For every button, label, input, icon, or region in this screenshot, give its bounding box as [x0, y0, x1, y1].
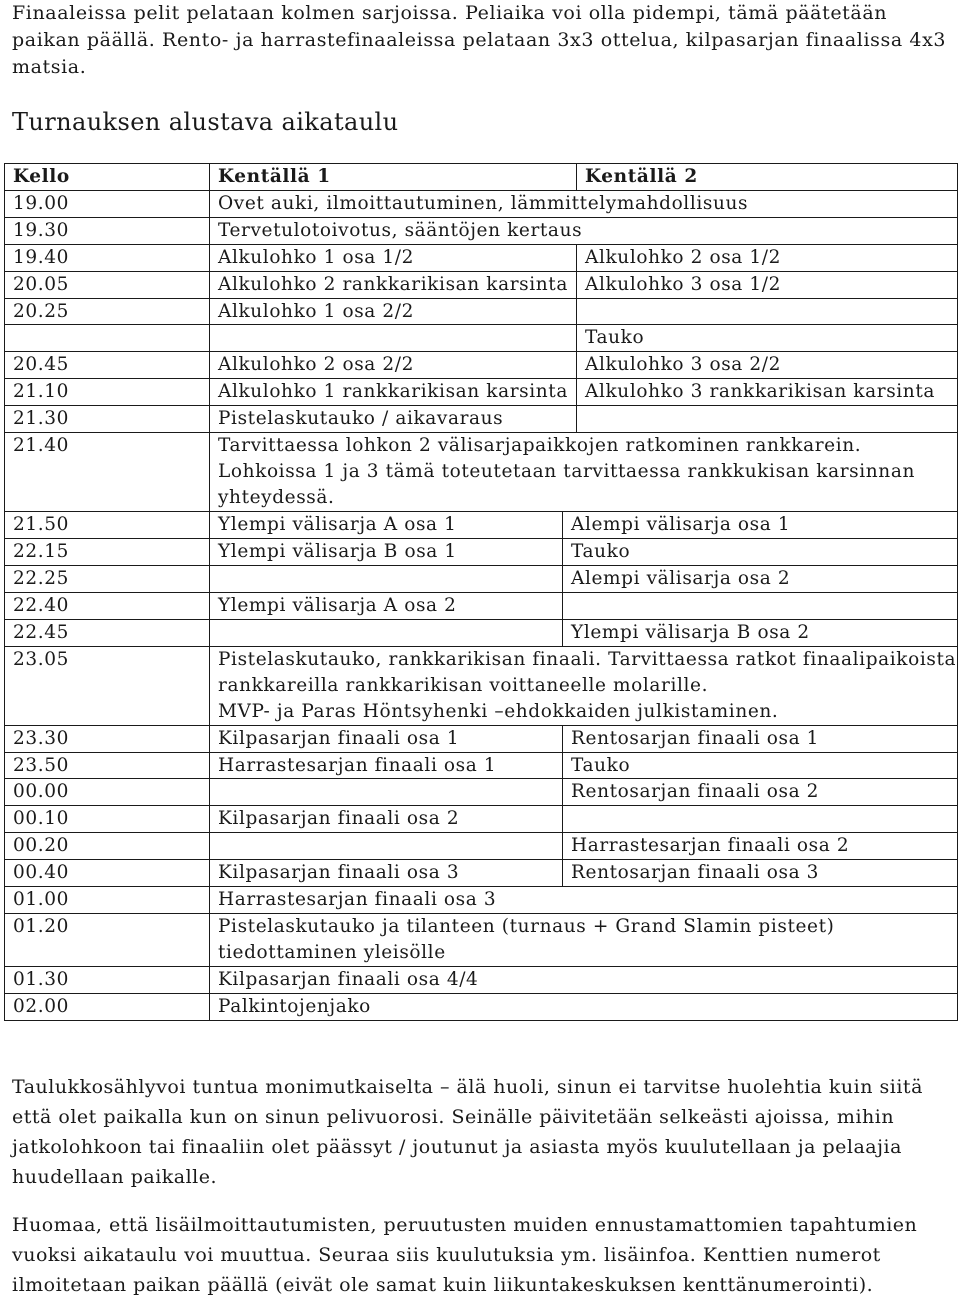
header-field2: Kentällä 2	[577, 164, 958, 191]
field1-cell	[210, 565, 563, 592]
event-cell: Tervetulotoivotus, sääntöjen kertaus	[210, 217, 958, 244]
table-row	[5, 966, 958, 993]
note-text: Taulukkosählyvoi tuntua monimutkaiselta – älä huoli, sinun ei tarvitse huolehtia kuin siitä että olet paikalla kun on sinun pelivuorosi. Seinälle päivitetään selkeästi ajoissa, mihin jatkolohkoon tai finaaliin olet päässyt / joutunut ja asiasta myös kuulutellaan ja pelaajia huudellaan paikalle.	[12, 1076, 923, 1188]
time-cell: 22.40	[5, 592, 210, 619]
field2-cell: Alempi välisarja osa 2	[563, 565, 958, 592]
time-cell: 22.45	[5, 619, 210, 646]
field1-cell: Ylempi välisarja A osa 2	[210, 592, 563, 619]
schedule-table	[4, 163, 958, 1021]
time-cell: 22.25	[5, 565, 210, 592]
table-row	[5, 538, 958, 565]
field1-cell: Kilpasarjan finaali osa 2	[210, 806, 563, 833]
field2-cell: Rentosarjan finaali osa 2	[563, 779, 958, 806]
table-row	[5, 833, 958, 860]
table-row	[5, 646, 958, 725]
table-row	[5, 779, 958, 806]
time-cell: 23.05	[5, 646, 210, 725]
table-row	[5, 298, 958, 325]
field1-cell	[210, 833, 563, 860]
field2-cell: Alempi välisarja osa 1	[563, 512, 958, 539]
field2-cell: Tauko	[563, 538, 958, 565]
table-row	[5, 913, 958, 966]
field1-cell: Kilpasarjan finaali osa 1	[210, 725, 563, 752]
field1-cell	[210, 619, 563, 646]
event-cell: Harrastesarjan finaali osa 3	[210, 887, 958, 914]
table-row	[5, 406, 958, 433]
header-time: Kello	[5, 164, 210, 191]
event-cell	[210, 646, 958, 725]
table-row	[5, 565, 958, 592]
field1-cell	[210, 779, 563, 806]
time-cell: 23.30	[5, 725, 210, 752]
time-cell: 02.00	[5, 993, 210, 1020]
time-cell: 20.45	[5, 352, 210, 379]
event-text: MVP- ja Paras Höntsyhenki –ehdokkaiden julkistaminen.	[218, 700, 779, 722]
time-cell: 19.30	[5, 217, 210, 244]
field1-cell: Alkulohko 1 rankkarikisan karsinta	[210, 379, 577, 406]
note-paragraph-1	[12, 1072, 948, 1192]
time-cell: 21.30	[5, 406, 210, 433]
table-row	[5, 271, 958, 298]
time-cell: 23.50	[5, 752, 210, 779]
field2-cell	[563, 806, 958, 833]
event-cell: Ovet auki, ilmoittautuminen, lämmittelymahdollisuus	[210, 190, 958, 217]
header-field1: Kentällä 1	[210, 164, 577, 191]
table-row	[5, 217, 958, 244]
note-paragraph-2	[12, 1210, 948, 1300]
table-row	[5, 512, 958, 539]
note-text: Huomaa, että lisäilmoittautumisten, peruutusten muiden ennustamattomien tapahtumien vuoksi aikataulu voi muuttua. Seuraa siis kuulutuksia ym. lisäinfoa. Kenttien numerot ilmoitetaan paikan päällä (eivät ole samat kuin liikuntakeskuksen kenttänumerointi).	[12, 1214, 918, 1296]
time-cell	[5, 325, 210, 352]
field2-cell: Tauko	[563, 752, 958, 779]
field1-cell	[210, 325, 577, 352]
time-cell: 19.00	[5, 190, 210, 217]
table-row	[5, 993, 958, 1020]
time-cell: 21.10	[5, 379, 210, 406]
field2-cell	[577, 406, 958, 433]
field1-cell: Pistelaskutauko / aikavaraus	[210, 406, 577, 433]
event-cell: Palkintojenjako	[210, 993, 958, 1020]
field2-cell: Harrastesarjan finaali osa 2	[563, 833, 958, 860]
time-cell: 00.20	[5, 833, 210, 860]
time-cell: 01.30	[5, 966, 210, 993]
field1-cell: Alkulohko 1 osa 1/2	[210, 244, 577, 271]
table-row	[5, 752, 958, 779]
table-header-row	[5, 164, 958, 191]
field1-cell: Alkulohko 2 rankkarikisan karsinta	[210, 271, 577, 298]
table-row	[5, 619, 958, 646]
table-row	[5, 325, 958, 352]
time-cell: 00.00	[5, 779, 210, 806]
table-row	[5, 592, 958, 619]
field2-cell: Alkulohko 2 osa 1/2	[577, 244, 958, 271]
table-row	[5, 244, 958, 271]
time-cell: 19.40	[5, 244, 210, 271]
field2-cell: Tauko	[577, 325, 958, 352]
field2-cell	[577, 298, 958, 325]
time-cell: 00.40	[5, 860, 210, 887]
time-cell: 20.05	[5, 271, 210, 298]
time-cell: 21.50	[5, 512, 210, 539]
field1-cell: Harrastesarjan finaali osa 1	[210, 752, 563, 779]
field2-cell: Ylempi välisarja B osa 2	[563, 619, 958, 646]
table-row	[5, 806, 958, 833]
field2-cell: Alkulohko 3 osa 2/2	[577, 352, 958, 379]
intro-paragraph: Finaaleissa pelit pelataan kolmen sarjoissa. Peliaika voi olla pidempi, tämä päätetään paikan päällä. Rento- ja harrastefinaaleissa pelataan 3x3 ottelua, kilpasarjan finaalissa 4x3 matsia.	[12, 2, 947, 78]
field2-cell: Alkulohko 3 rankkarikisan karsinta	[577, 379, 958, 406]
event-text: Pistelaskutauko, rankkarikisan finaali. Tarvittaessa ratkot finaalipaikoista rankkareilla rankkarikisan voittaneelle molarille.	[218, 648, 957, 696]
field2-cell: Rentosarjan finaali osa 1	[563, 725, 958, 752]
time-cell: 01.00	[5, 887, 210, 914]
table-row	[5, 725, 958, 752]
table-row	[5, 887, 958, 914]
field1-cell: Alkulohko 2 osa 2/2	[210, 352, 577, 379]
table-row	[5, 433, 958, 512]
field1-cell: Alkulohko 1 osa 2/2	[210, 298, 577, 325]
field1-cell: Ylempi välisarja B osa 1	[210, 538, 563, 565]
table-row	[5, 352, 958, 379]
field1-cell: Kilpasarjan finaali osa 3	[210, 860, 563, 887]
time-cell: 00.10	[5, 806, 210, 833]
event-cell: Tarvittaessa lohkon 2 välisarjapaikkojen ratkominen rankkarein. Lohkoissa 1 ja 3 tämä toteutetaan tarvittaessa rankkukisan karsinnan yhteydessä.	[210, 433, 958, 512]
event-cell: Kilpasarjan finaali osa 4/4	[210, 966, 958, 993]
event-cell: Pistelaskutauko ja tilanteen (turnaus + Grand Slamin pisteet) tiedottaminen yleisölle	[210, 913, 958, 966]
table-row	[5, 860, 958, 887]
time-cell: 20.25	[5, 298, 210, 325]
time-cell: 21.40	[5, 433, 210, 512]
time-cell: 01.20	[5, 913, 210, 966]
field2-cell: Alkulohko 3 osa 1/2	[577, 271, 958, 298]
time-cell: 22.15	[5, 538, 210, 565]
table-row	[5, 379, 958, 406]
field2-cell	[563, 592, 958, 619]
table-row	[5, 190, 958, 217]
schedule-heading: Turnauksen alustava aikataulu	[12, 108, 399, 136]
field1-cell: Ylempi välisarja A osa 1	[210, 512, 563, 539]
field2-cell: Rentosarjan finaali osa 3	[563, 860, 958, 887]
